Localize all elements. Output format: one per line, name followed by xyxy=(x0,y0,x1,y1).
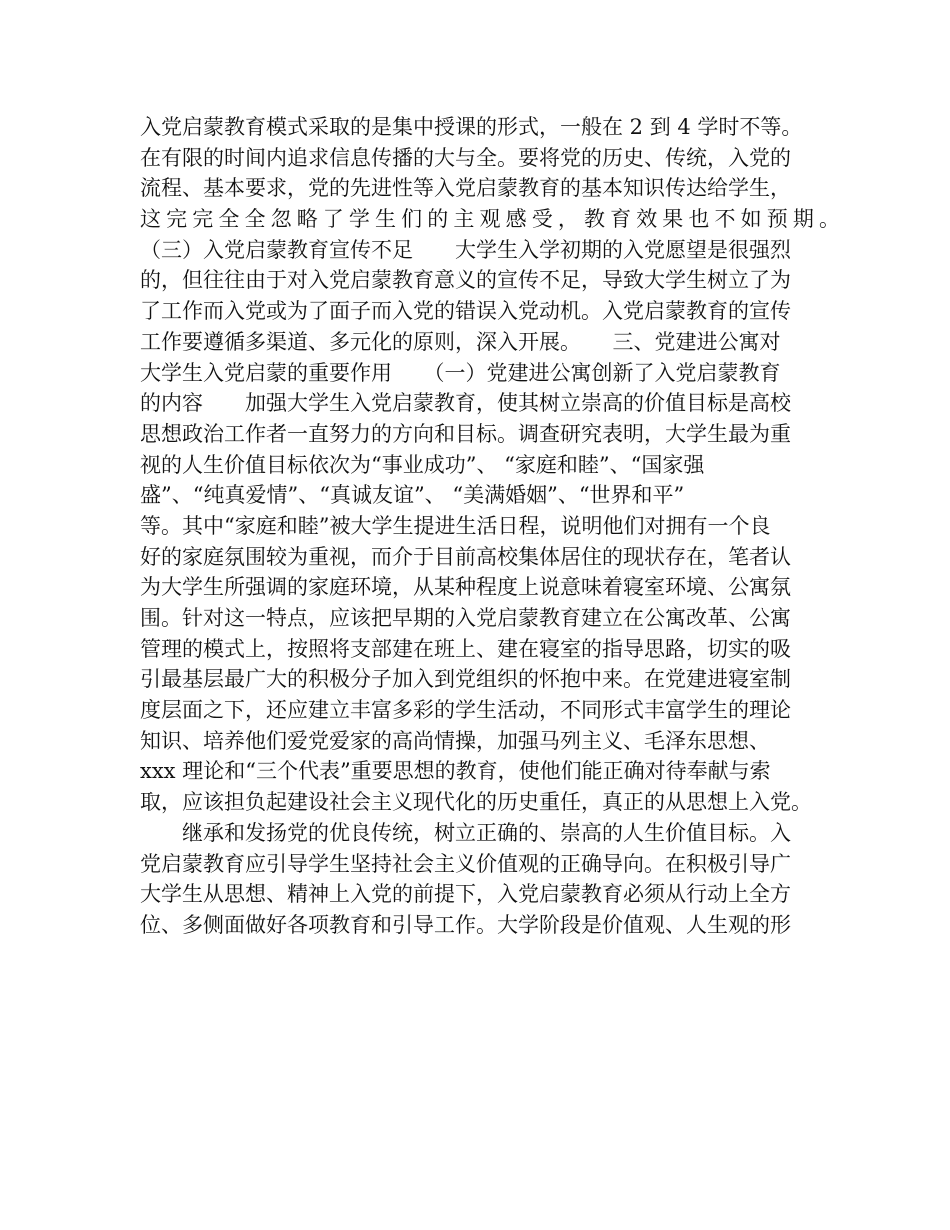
text-line: 党启蒙教育应引导学生坚持社会主义价值观的正确导向。在积极引导广 xyxy=(140,851,791,876)
text-line: 位、多侧面做好各项教育和引导工作。大学阶段是价值观、人生观的形 xyxy=(140,912,791,937)
text-line: 思想政治工作者一直努力的方向和目标。调查研究表明，大学生最为重 xyxy=(140,421,791,446)
text-line: 好的家庭氛围较为重视，而介于目前高校集体居住的现状存在，笔者认 xyxy=(140,544,791,569)
text-line: 等。其中“家庭和睦”被大学生提进生活日程，说明他们对拥有一个良 xyxy=(140,513,771,538)
text-line: 引最基层最广大的积极分子加入到党组织的怀抱中来。在党建进寝室制 xyxy=(140,667,791,692)
text-line: 继承和发扬党的优良传统，树立正确的、崇高的人生价值目标。入 xyxy=(182,820,791,845)
text-line: 工作要遵循多渠道、多元化的原则，深入开展。 三、党建进公寓对 xyxy=(140,329,781,354)
text-line: 围。针对这一特点，应该把早期的入党启蒙教育建立在公寓改革、公寓 xyxy=(140,606,791,630)
text-line: 在有限的时间内追求信息传播的大与全。要将党的历史、传统，入党的 xyxy=(140,145,791,170)
text-line: 大学生从思想、精神上入党的前提下，入党启蒙教育必须从行动上全方 xyxy=(140,882,791,907)
text-line: 盛”、“纯真爱情”、“真诚友谊”、 “美满婚姻”、“世界和平” xyxy=(140,483,685,508)
text-line: 知识、培养他们爱党爱家的高尚情操，加强马列主义、毛泽东思想、 xyxy=(140,728,770,753)
text-line: 度层面之下，还应建立丰富多彩的学生活动，不同形式丰富学生的理论 xyxy=(140,698,791,723)
document-body xyxy=(140,112,840,941)
text-line: 这完完全全忽略了学生们的主观感受，教育效果也不如预期。 xyxy=(140,207,840,232)
text-line: xxx 理论和“三个代表”重要思想的教育，使他们能正确对待奉献与索 xyxy=(140,759,771,784)
text-line: 流程、基本要求，党的先进性等入党启蒙教育的基本知识传达给学生， xyxy=(140,176,791,201)
text-line: 取，应该担负起建设社会主义现代化的历史重任，真正的从思想上入党。 xyxy=(140,790,812,815)
text-line: 大学生入党启蒙的重要作用 （一）党建进公寓创新了入党启蒙教育 xyxy=(140,360,781,385)
text-line: 视的人生价值目标依次为“事业成功”、 “家庭和睦”、“国家强 xyxy=(140,452,705,477)
text-line: （三）入党启蒙教育宣传不足 大学生入学初期的入党愿望是很强烈 xyxy=(140,237,791,262)
text-line: 的内容 加强大学生入党启蒙教育，使其树立崇高的价值目标是高校 xyxy=(140,391,791,416)
text-line: 为大学生所强调的家庭环境，从某种程度上说意味着寝室环境、公寓氛 xyxy=(140,575,791,600)
text-line: 的，但往往由于对入党启蒙教育意义的宣传不足，导致大学生树立了为 xyxy=(140,268,791,293)
text-line: 入党启蒙教育模式采取的是集中授课的形式，一般在 2 到 4 学时不等。 xyxy=(140,115,803,139)
text-line: 管理的模式上，按照将支部建在班上、建在寝室的指导思路，切实的吸 xyxy=(140,636,791,661)
text-line: 了工作而入党或为了面子而入党的错误入党动机。入党启蒙教育的宣传 xyxy=(140,299,791,324)
